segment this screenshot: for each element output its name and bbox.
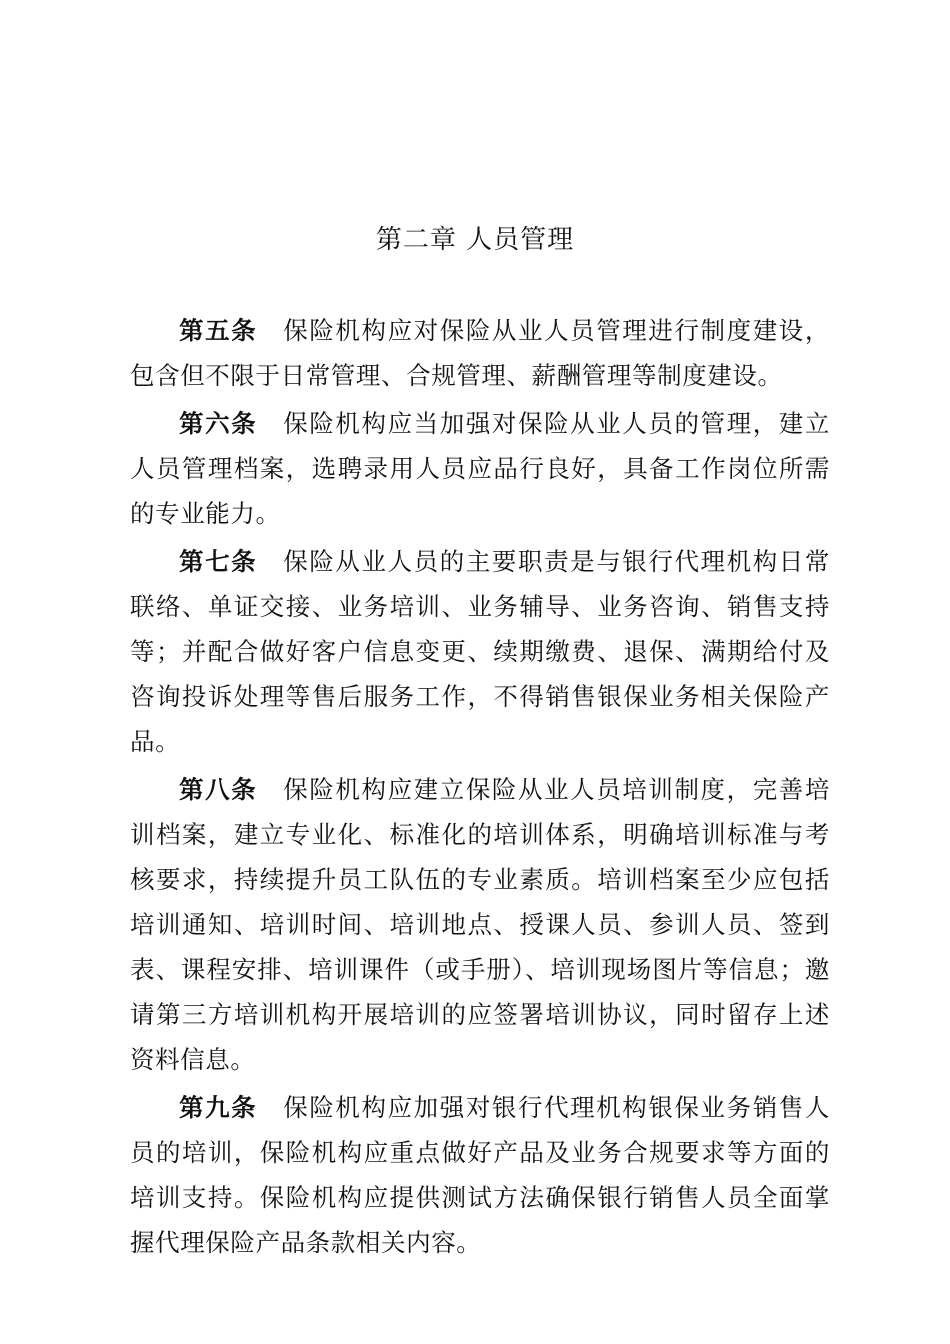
article-label: 第六条 [179, 409, 258, 438]
article-9 [130, 1085, 830, 1268]
article-text: 保险从业人员的主要职责是与银行代理机构日常联络、单证交接、业务培训、业务辅导、业务咨询、销售支持等；并配合做好客户信息变更、续期缴费、退保、满期给付及咨询投诉处理等售后服务工作，不得销售银保业务相关保险产品。 [130, 547, 830, 756]
article-label: 第五条 [179, 316, 258, 345]
article-7 [130, 539, 830, 767]
article-5 [130, 308, 830, 401]
article-8 [130, 767, 830, 1085]
article-6 [130, 401, 830, 539]
article-label: 第七条 [179, 547, 258, 576]
article-text: 保险机构应加强对银行代理机构银保业务销售人员的培训，保险机构应重点做好产品及业务合规要求等方面的培训支持。保险机构应提供测试方法确保银行销售人员全面掌握代理保险产品条款相关内容。 [130, 1093, 830, 1257]
chapter-title: 第二章 人员管理 [375, 225, 575, 255]
article-list [130, 308, 830, 1268]
article-label: 第八条 [179, 775, 258, 804]
article-text: 保险机构应建立保险从业人员培训制度，完善培训档案，建立专业化、标准化的培训体系，明确培训标准与考核要求，持续提升员工队伍的专业素质。培训档案至少应包括培训通知、培训时间、培训地点、授课人员、参训人员、签到表、课程安排、培训课件（或手册）、培训现场图片等信息；邀请第三方培训机构开展培训的应签署培训协议，同时留存上述资料信息。 [130, 775, 830, 1074]
article-text: 保险机构应当加强对保险从业人员的管理，建立人员管理档案，选聘录用人员应品行良好，具备工作岗位所需的专业能力。 [130, 409, 830, 528]
article-label: 第九条 [179, 1093, 258, 1122]
article-text: 保险机构应对保险从业人员管理进行制度建设，包含但不限于日常管理、合规管理、薪酬管理等制度建设。 [130, 316, 830, 390]
